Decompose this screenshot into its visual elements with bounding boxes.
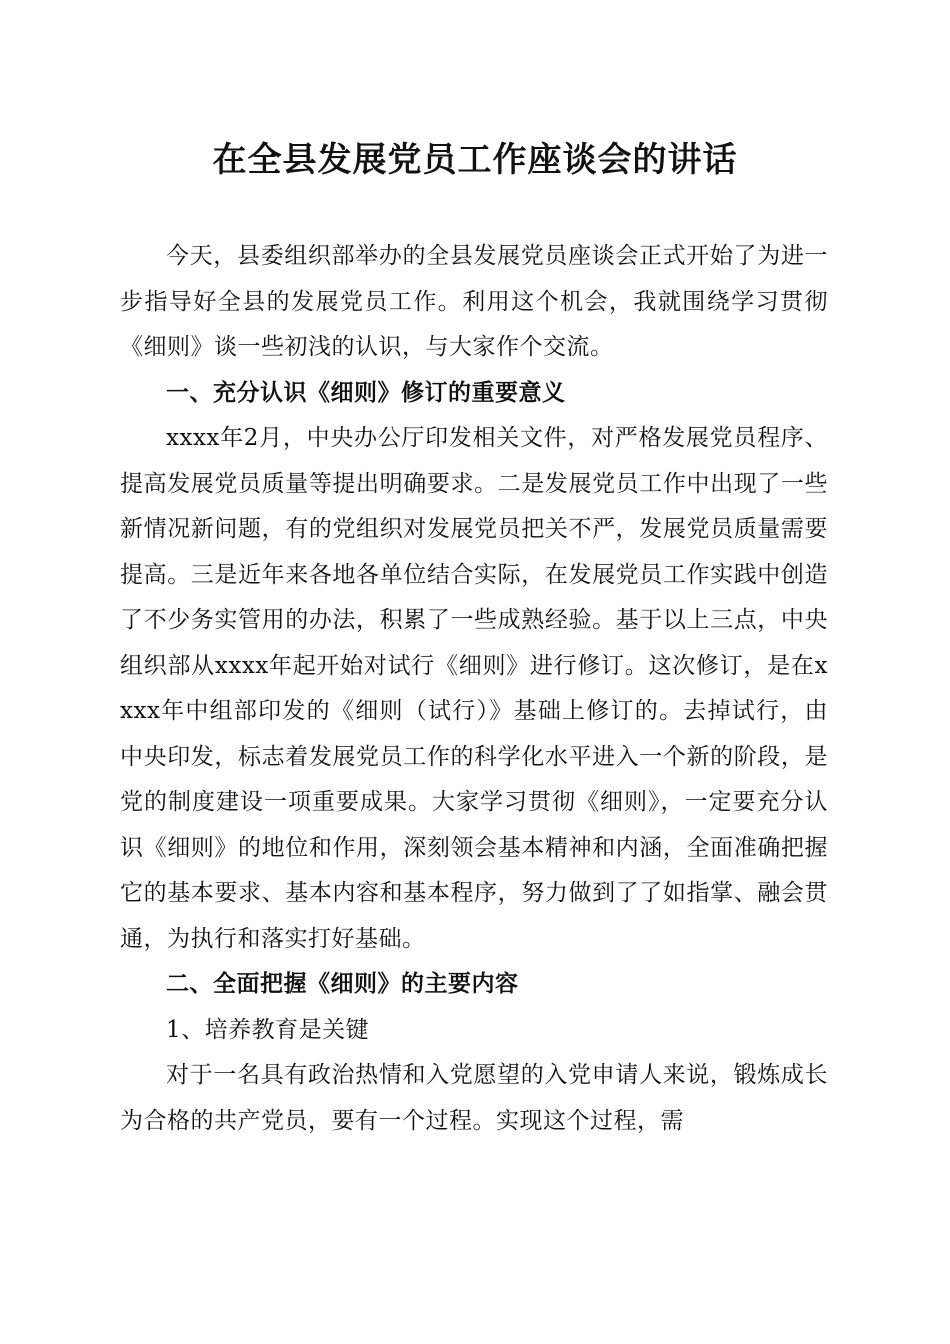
section-1-paragraph: xxxx年2月，中央办公厅印发相关文件，对严格发展党员程序、提高发展党员质量等提出明确要求。二是发展党员工作中出现了一些新情况新问题，有的党组织对发展党员把关不严，发展党员质量需要提高。三是近年来各地各单位结合实际，在发展党员工作实践中创造了不少务实管用的办法，积累了一些成熟经验。基于以上三点，中央组织部从xxxx年起开始对试行《细则》进行修订。这次修订，是在xxxx年中组部印发的《细则（试行）》基础上修订的。去掉试行，由中央印发，标志着发展党员工作的科学化水平进入一个新的阶段，是党的制度建设一项重要成果。大家学习贯彻《细则》，一定要充分认识《细则》的地位和作用，深刻领会基本精神和内涵，全面准确把握它的基本要求、基本内容和基本程序，努力做到了了如指掌、融会贯通，为执行和落实打好基础。 [120,425,828,952]
intro-paragraph: 今天，县委组织部举办的全县发展党员座谈会正式开始了为进一步指导好全县的发展党员工作。利用这个机会，我就围绕学习贯彻《细则》谈一些初浅的认识，与大家作个交流。 [120,243,828,360]
section-2-subheading-1: 1、培养教育是关键 [166,1016,370,1043]
section-1-heading: 一、充分认识《细则》修订的重要意义 [166,379,566,406]
document-body [120,234,828,1144]
section-2-heading: 二、全面把握《细则》的主要内容 [166,971,519,997]
section-2-paragraph: 对于一名具有政治热情和入党愿望的入党申请人来说，锻炼成长为合格的共产党员，要有一个过程。实现这个过程，需 [120,1062,828,1134]
document-title: 在全县发展党员工作座谈会的讲话 [212,140,738,180]
